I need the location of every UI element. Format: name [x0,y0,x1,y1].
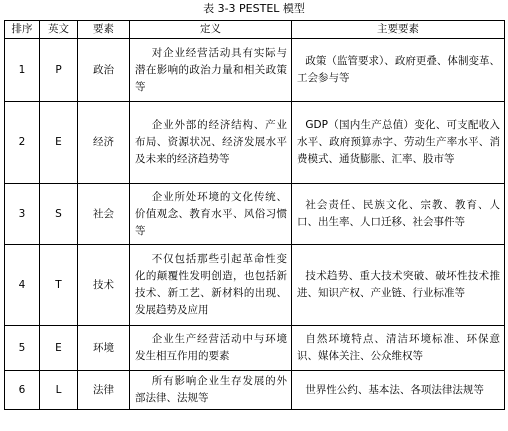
cell-element: 环境 [78,326,130,371]
table-row [5,326,505,371]
cell-index: 3 [5,184,40,245]
cell-abbr: E [40,102,78,184]
cell-main-factors: 世界性公约、基本法、各项法律法规等 [292,371,505,410]
cell-definition: 企业外部的经济结构、产业布局、资源状况、经济发展水平及未来的经济趋势等 [130,102,292,184]
cell-main-factors: GDP（国内生产总值）变化、可支配收入水平、政府预算赤字、劳动生产率水平、消费模式、通货膨胀、汇率、股市等 [292,102,505,184]
header-main-factors: 主要要素 [292,21,505,39]
cell-index: 2 [5,102,40,184]
cell-element: 技术 [78,245,130,326]
pestel-table [4,20,505,410]
cell-definition: 企业生产经营活动中与环境发生相互作用的要素 [130,326,292,371]
table-row [5,39,505,102]
header-row [5,21,505,39]
table-row [5,184,505,245]
cell-element: 法律 [78,371,130,410]
cell-index: 6 [5,371,40,410]
table-caption: 表 3-3 PESTEL 模型 [203,2,305,15]
cell-main-factors: 自然环境特点、清洁环境标准、环保意识、媒体关注、公众维权等 [292,326,505,371]
cell-abbr: L [40,371,78,410]
cell-abbr: P [40,39,78,102]
header-abbr: 英文 [40,21,78,39]
cell-abbr: T [40,245,78,326]
cell-definition: 所有影响企业生存发展的外部法律、法规等 [130,371,292,410]
header-definition: 定义 [130,21,292,39]
cell-element: 经济 [78,102,130,184]
header-index: 排序 [5,21,40,39]
header-element: 要素 [78,21,130,39]
cell-element: 社会 [78,184,130,245]
cell-element: 政治 [78,39,130,102]
table-row [5,371,505,410]
cell-index: 5 [5,326,40,371]
cell-abbr: E [40,326,78,371]
table-row [5,245,505,326]
cell-main-factors: 技术趋势、重大技术突破、破坏性技术推进、知识产权、产业链、行业标准等 [292,245,505,326]
cell-definition: 不仅包括那些引起革命性变化的颠覆性发明创造，也包括新技术、新工艺、新材料的出现、发展趋势及应用 [130,245,292,326]
cell-main-factors: 政策（监管要求）、政府更叠、体制变革、工会参与等 [292,39,505,102]
cell-definition: 对企业经营活动具有实际与潜在影响的政治力量和相关政策等 [130,39,292,102]
cell-definition: 企业所处环境的文化传统、价值观念、教育水平、风俗习惯等 [130,184,292,245]
cell-main-factors: 社会责任、民族文化、宗教、教育、人口、出生率、人口迁移、社会事件等 [292,184,505,245]
cell-index: 1 [5,39,40,102]
cell-index: 4 [5,245,40,326]
cell-abbr: S [40,184,78,245]
table-row [5,102,505,184]
